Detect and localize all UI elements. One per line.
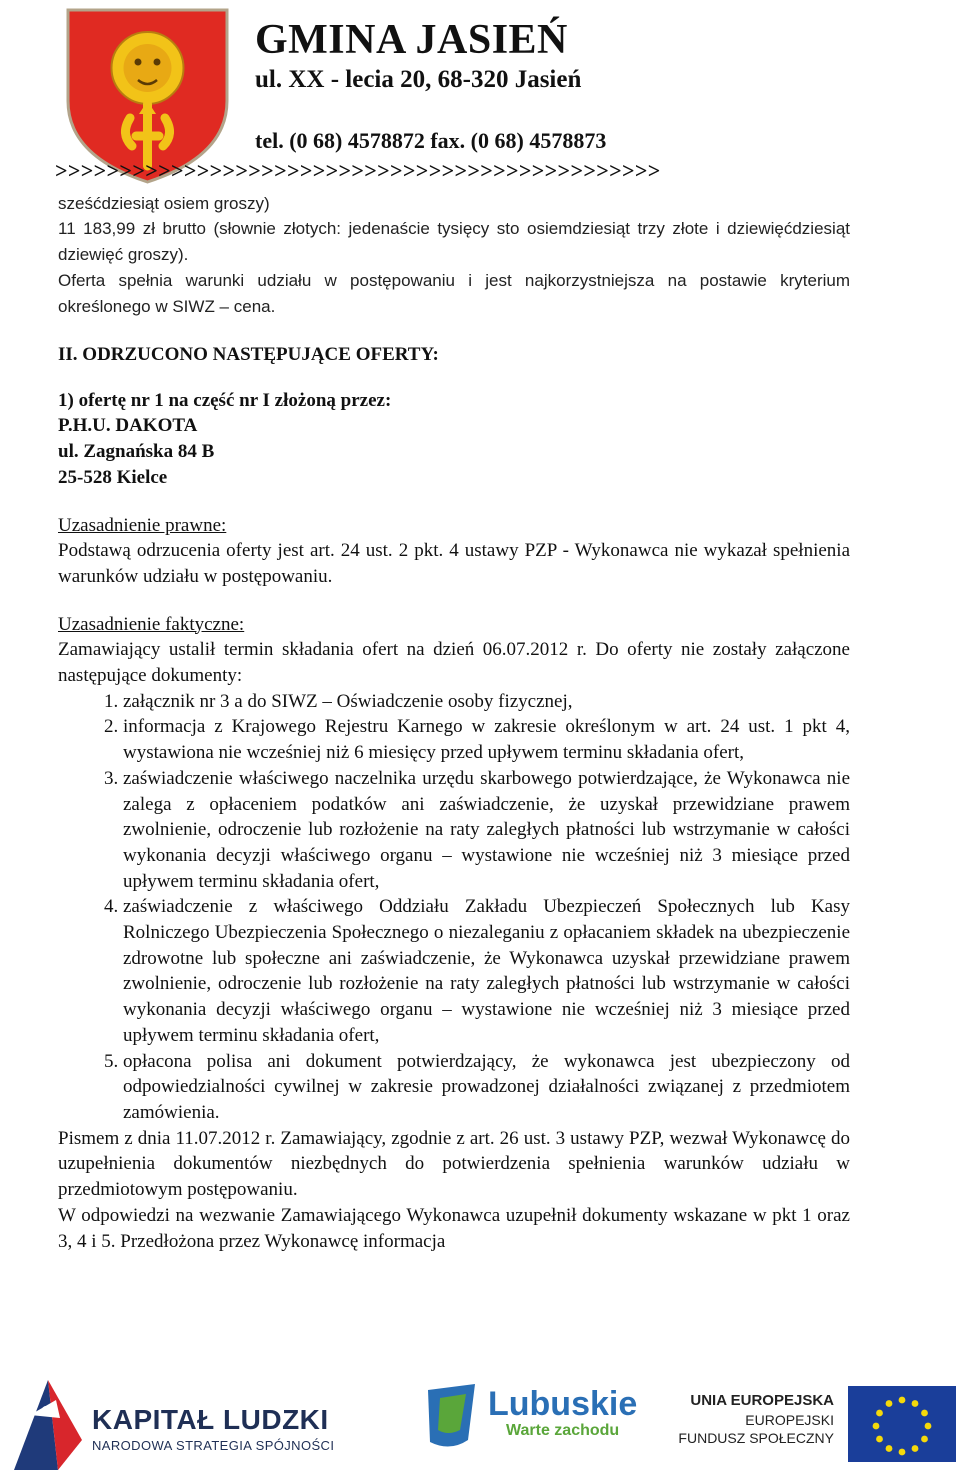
factual-basis-heading: Uzasadnienie faktyczne: [58,613,245,635]
kapital-ludzki-title: KAPITAŁ LUDZKI [92,1404,329,1435]
document-body [58,192,850,1254]
eu-label-line1: UNIA EUROPEJSKA [690,1392,834,1409]
missing-documents-list [58,689,850,1126]
eu-label-line3: FUNDUSZ SPOŁECZNY [678,1430,834,1446]
header-separator: >>>>>>>>>>>>>>>>>>>>>>>>>>>>>>>>>>>>>>>>>>>>>>> [55,158,661,183]
kapital-ludzki-subtitle: NARODOWA STRATEGIA SPÓJNOŚCI [92,1438,335,1453]
price-words-continued: sześćdziesiąt osiem groszy) [58,194,270,213]
lubuskie-emblem [428,1384,475,1447]
contractor-response-text: W odpowiedzi na wezwanie Zamawiającego Wykonawca uzupełnił dokumenty wskazane w pkt 1 oraz 3, 4 i 5. Przedłożona przez Wykonawcę informacja [58,1204,850,1252]
kapital-ludzki-emblem [14,1380,82,1470]
company-street: ul. Zagnańska 84 B [58,441,215,463]
municipality-address: ul. XX - lecia 20, 68-320 Jasień [255,66,582,93]
list-item: 2. informacja z Krajowego Rejestru Karnego w zakresie określonym w art. 24 ust. 1 pkt 4, wystawiona nie wcześniej niż 6 miesięcy przed upływem terminu składania ofert, [123,714,850,765]
lubuskie-title: Lubuskie [488,1385,638,1423]
factual-basis-text: Zamawiający ustalił termin składania ofert na dzień 06.07.2012 r. Do oferty nie zostały załączone następujące dokumenty: [58,639,850,687]
list-item: 3. zaświadczenie właściwego naczelnika urzędu skarbowego potwierdzające, że Wykonawca nie zalega z opłaceniem podatków ani zaświadczenie, że uzyskał przewidziane prawem zwolnienie, odroczenie lub rozłożenie na raty zaległych płatności lub wstrzymanie w całości wykonania decyzji właściwego organu – wystawione nie wcześniej niż 3 miesiące przed upływem terminu składania ofert, [123,766,850,895]
rejected-offer-intro: 1) ofertę nr 1 na część nr I złożoną przez: [58,389,392,411]
offer-meets-conditions: Oferta spełnia warunki udziału w postępowaniu i jest najkorzystniejsza na postawie kryterium określonego w SIWZ – cena. [58,271,850,316]
section-heading-rejected: II. ODRZUCONO NASTĘPUJĄCE OFERTY: [58,344,439,365]
company-city: 25-528 Kielce [58,466,168,488]
eu-flag [848,1386,956,1462]
contact-phone-fax: tel. (0 68) 4578872 fax. (0 68) 4578873 [255,128,607,153]
municipality-title: GMINA JASIEŃ [255,17,568,63]
company-name: P.H.U. DAKOTA [58,415,198,437]
list-item: 1. załącznik nr 3 a do SIWZ – Oświadczenie osoby fizycznej, [123,689,850,715]
list-item: 5. opłacona polisa ani dokument potwierdzający, że wykonawca jest ubezpieczony od odpowiedzialności cywilnej w zakresie prowadzonej działalności związanej z przedmiotem zamówienia. [123,1049,850,1126]
eu-label-line2: EUROPEJSKI [745,1412,834,1428]
summons-letter-text: Pismem z dnia 11.07.2012 r. Zamawiający, zgodnie z art. 26 ust. 3 ustawy PZP, wezwał Wykonawcę do uzupełnienia dokumentów niezbędnych do potwierdzenia spełnienia warunków udziału w przedmiotowym postępowaniu. [58,1127,850,1201]
list-item: 4. zaświadczenie z właściwego Oddziału Zakładu Ubezpieczeń Społecznych lub Kasy Rolniczego Ubezpieczenia Społecznego o niezaleganiu z opłacaniem składek na ubezpieczenie zdrowotne lub społeczne ani zaświadczenie, że Wykonawca uzyskał przewidziane prawem zwolnienie, odroczenie lub rozłożenie na raty zaległych płatności lub wstrzymanie w całości wykonania decyzji właściwego organu – wystawione nie wcześniej niż 3 miesiące przed upływem terminu składania ofert, [123,894,850,1048]
price-gross: 11 183,99 zł brutto (słownie złotych: jedenaście tysięcy sto osiemdziesiąt trzy złote i dziewięćdziesiąt dziewięć groszy). [58,219,850,264]
lubuskie-slogan: Warte zachodu [506,1422,620,1439]
legal-basis-heading: Uzasadnienie prawne: [58,514,227,536]
legal-basis-text: Podstawą odrzucenia oferty jest art. 24 ust. 2 pkt. 4 ustawy PZP - Wykonawca nie wykazał spełnienia warunków udziału w postępowaniu. [58,540,850,587]
